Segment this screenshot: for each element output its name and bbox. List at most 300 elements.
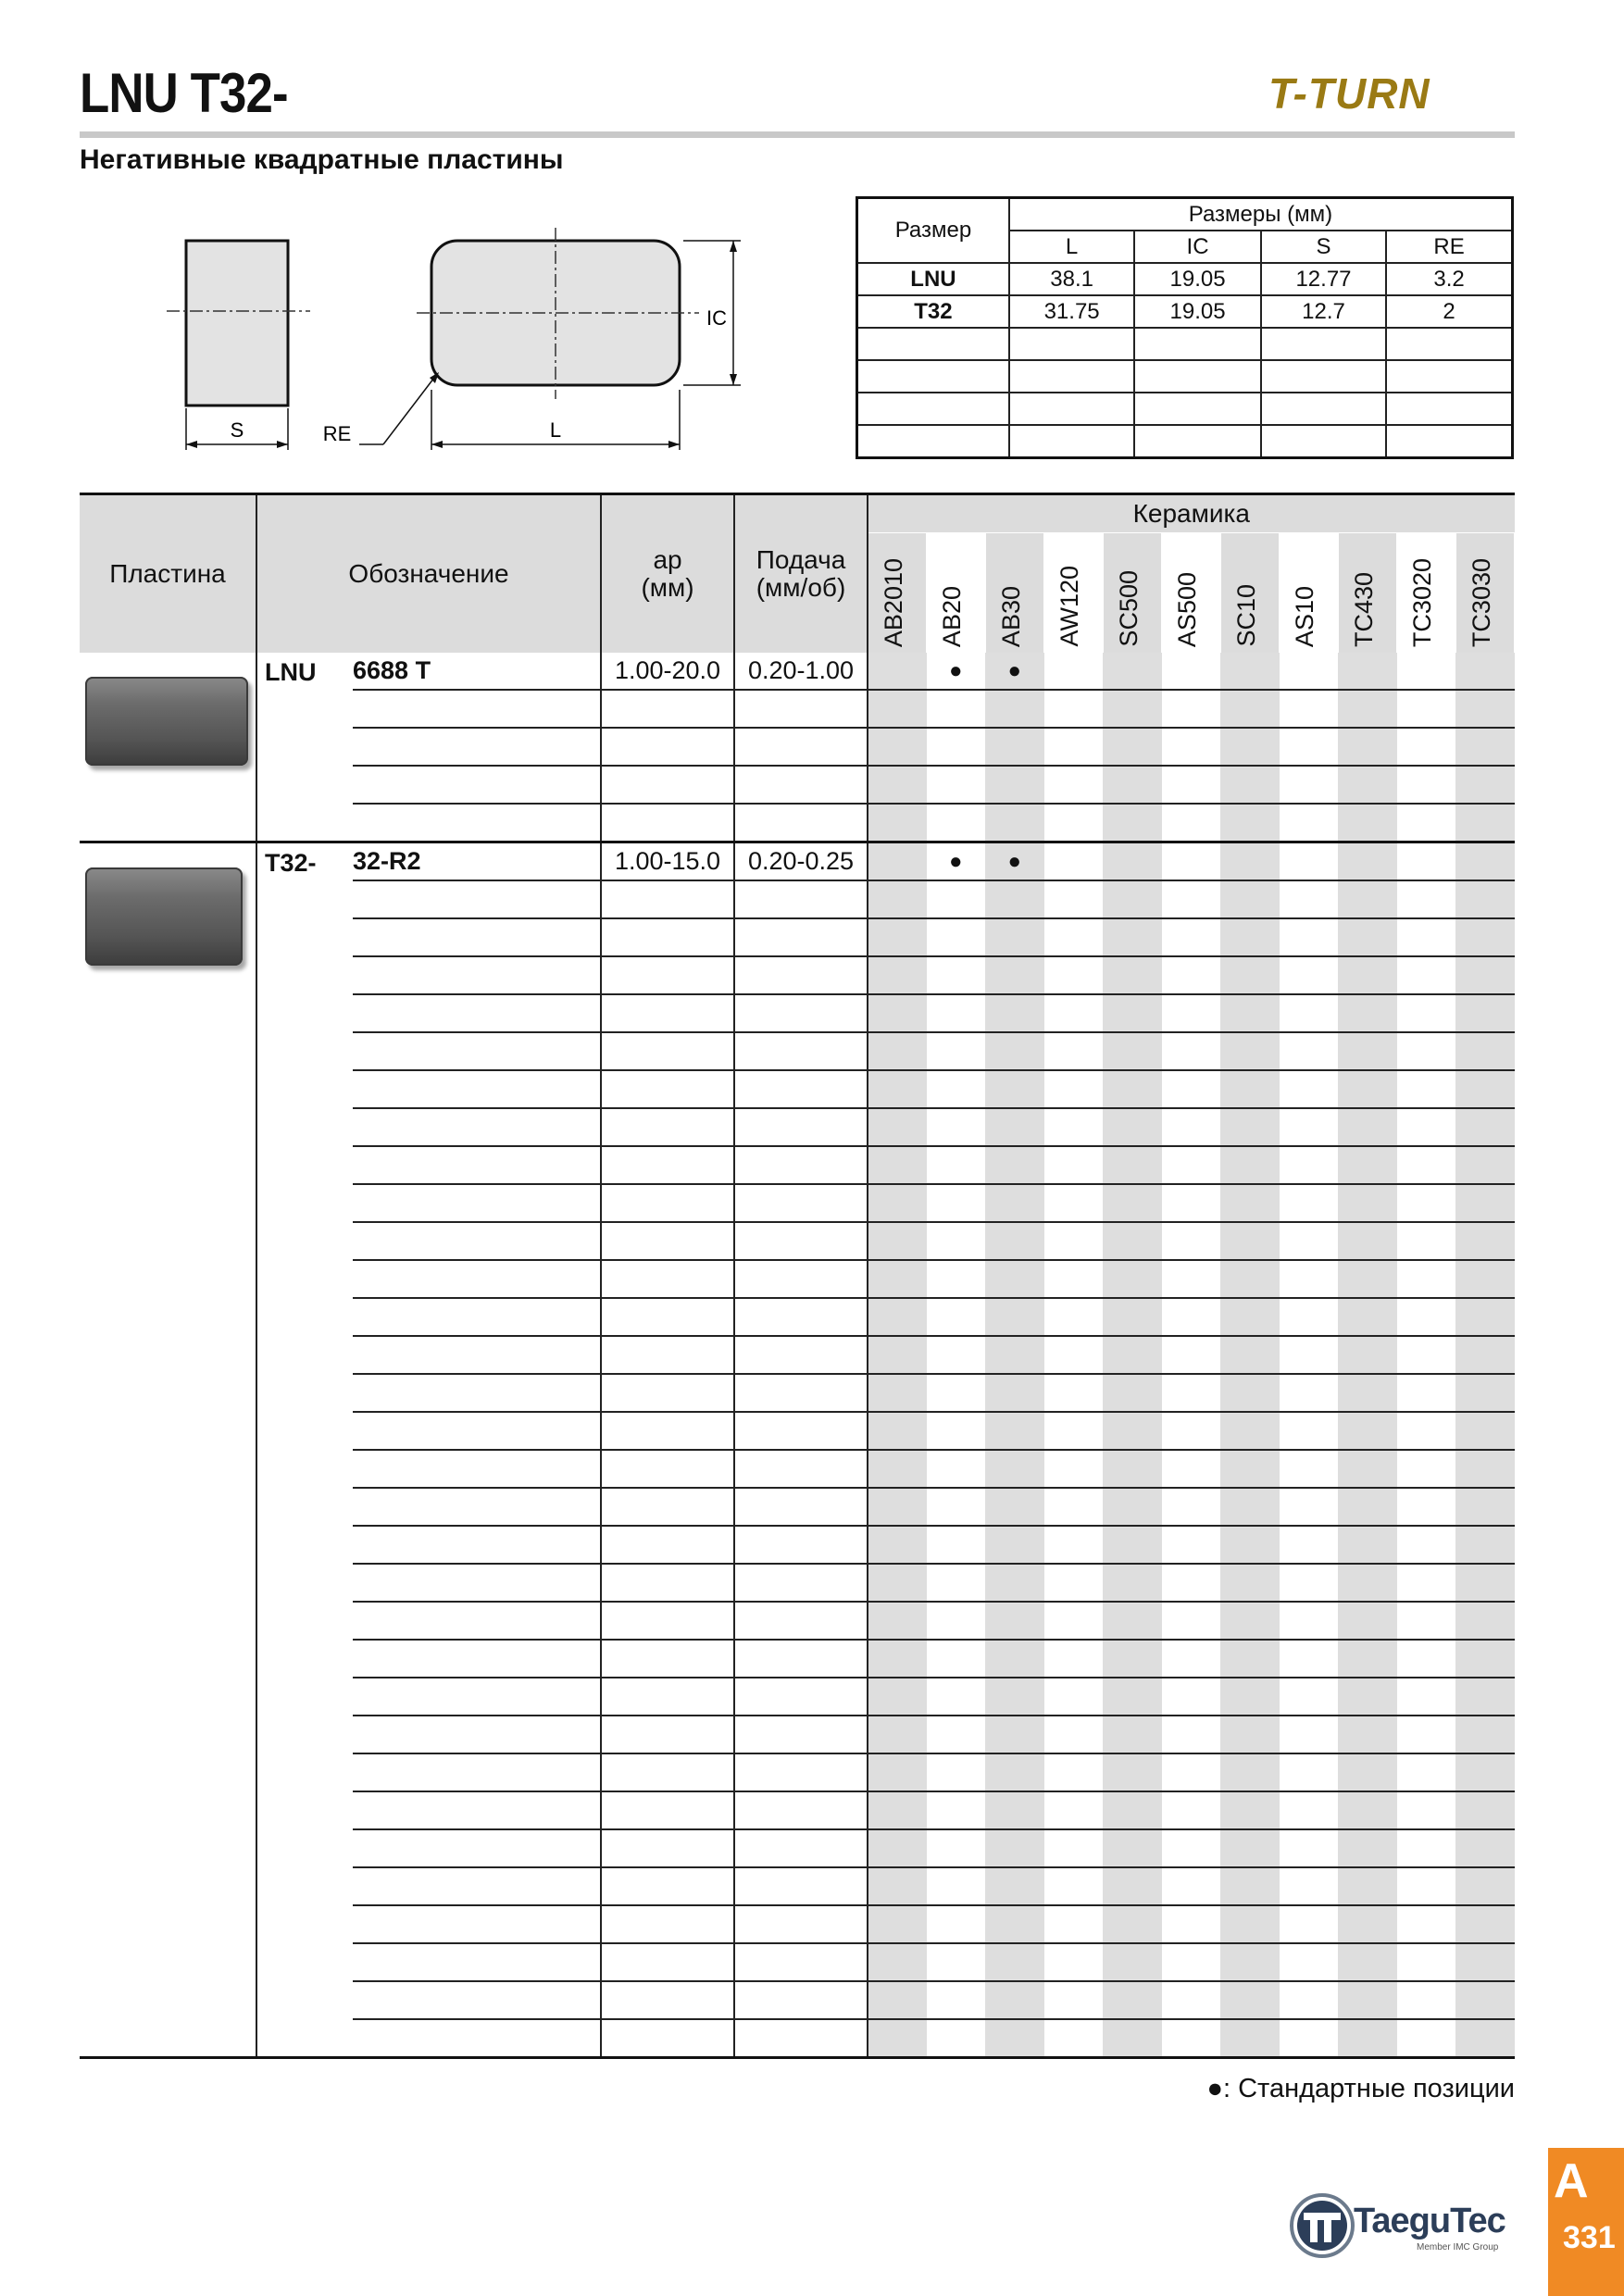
grade-cell xyxy=(1280,1032,1339,1070)
grade-cell xyxy=(1103,1564,1162,1602)
grade-cell xyxy=(1338,653,1397,690)
section-letter: A xyxy=(1554,2154,1589,2208)
grade-cell xyxy=(1044,690,1104,728)
grade-cell xyxy=(1455,690,1515,728)
feed-value xyxy=(734,880,868,918)
grade-cell xyxy=(985,1526,1044,1564)
grade-cell xyxy=(1044,1488,1104,1526)
grade-cell xyxy=(1338,1943,1397,1981)
designation-code xyxy=(353,1412,601,1450)
grade-cell xyxy=(868,766,927,804)
grade-cell xyxy=(927,1564,986,1602)
ap-col-header xyxy=(601,494,734,654)
feed-value xyxy=(734,1146,868,1184)
grade-cell xyxy=(1280,956,1339,994)
designation-code xyxy=(353,1716,601,1753)
standard-item-dot: ● xyxy=(1007,848,1022,874)
grade-cell xyxy=(1220,804,1280,842)
grade-cell xyxy=(1103,1640,1162,1678)
grade-cell xyxy=(868,1222,927,1260)
grade-label: AB30 xyxy=(996,585,1025,647)
grade-cell xyxy=(1455,1753,1515,1791)
grade-cell xyxy=(1044,1640,1104,1678)
grade-cell xyxy=(985,1260,1044,1298)
grade-cell xyxy=(1338,1602,1397,1640)
grade-cell xyxy=(1455,728,1515,766)
grade-cell xyxy=(985,994,1044,1032)
grade-cell xyxy=(1280,1412,1339,1450)
grade-cell xyxy=(1044,1526,1104,1564)
grade-cell xyxy=(1162,1791,1221,1829)
grade-cell xyxy=(1455,653,1515,690)
grade-cell xyxy=(1162,1867,1221,1905)
grade-cell xyxy=(1397,2019,1456,2058)
grade-cell xyxy=(1397,1374,1456,1412)
insert-drawing xyxy=(157,218,750,459)
grade-cell xyxy=(1044,994,1104,1032)
grade-cell xyxy=(1044,842,1104,881)
feed-value xyxy=(734,956,868,994)
grade-cell xyxy=(1455,918,1515,956)
grade-cell xyxy=(1338,1981,1397,2019)
grade-cell xyxy=(868,1336,927,1374)
grade-cell xyxy=(1455,842,1515,881)
grade-cell xyxy=(1455,1108,1515,1146)
grade-cell xyxy=(1162,1412,1221,1450)
grade-cell xyxy=(1280,1640,1339,1678)
size-row-empty xyxy=(857,425,1513,458)
grade-cell xyxy=(985,1184,1044,1222)
grade-cell xyxy=(1280,690,1339,728)
grade-cell xyxy=(985,728,1044,766)
designation-code xyxy=(353,1222,601,1260)
grade-cell xyxy=(1103,1412,1162,1450)
grade-col-header xyxy=(1162,533,1221,653)
grade-cell xyxy=(1280,1070,1339,1108)
grade-cell xyxy=(1103,1032,1162,1070)
grade-cell xyxy=(1162,1450,1221,1488)
size-row-empty xyxy=(857,393,1513,425)
grade-cell xyxy=(1044,1146,1104,1184)
size-code: LNU xyxy=(857,263,1009,295)
size-value: 12.7 xyxy=(1261,295,1386,328)
grade-cell xyxy=(1220,1184,1280,1222)
grade-cell xyxy=(1220,1678,1280,1716)
ap-unit: (мм) xyxy=(641,573,694,602)
grade-cell xyxy=(985,1374,1044,1412)
feed-value xyxy=(734,1753,868,1791)
feed-value xyxy=(734,1032,868,1070)
grade-cell xyxy=(1220,1374,1280,1412)
grade-cell xyxy=(1103,1678,1162,1716)
designation-code xyxy=(353,1791,601,1829)
product-row xyxy=(80,842,1515,881)
ap-value xyxy=(601,1602,734,1640)
ap-value xyxy=(601,1905,734,1943)
feed-value xyxy=(734,994,868,1032)
grade-cell xyxy=(1397,1981,1456,2019)
feed-unit: (мм/об) xyxy=(756,573,846,602)
grade-cell xyxy=(1220,1146,1280,1184)
designation-code xyxy=(353,1260,601,1298)
label-re: RE xyxy=(322,422,352,445)
ap-value xyxy=(601,766,734,804)
feed-value xyxy=(734,804,868,842)
grade-cell xyxy=(1220,690,1280,728)
grade-cell xyxy=(985,1298,1044,1336)
grade-cell xyxy=(1044,1070,1104,1108)
feed-label: Подача xyxy=(756,545,846,574)
grade-cell xyxy=(985,1450,1044,1488)
grade-cell xyxy=(927,690,986,728)
label-ic: IC xyxy=(706,306,727,330)
grade-cell xyxy=(927,880,986,918)
size-row-empty xyxy=(857,360,1513,393)
grade-cell xyxy=(1338,918,1397,956)
grade-cell xyxy=(1103,1526,1162,1564)
grade-cell xyxy=(1455,1298,1515,1336)
grade-cell xyxy=(1103,880,1162,918)
legend: ●: Стандартные позиции xyxy=(1206,2074,1515,2103)
grade-cell xyxy=(868,1298,927,1336)
grade-cell xyxy=(1397,1905,1456,1943)
grade-cell xyxy=(985,1108,1044,1146)
grade-cell xyxy=(1280,1981,1339,2019)
grade-cell xyxy=(1103,653,1162,690)
grade-cell xyxy=(1280,1184,1339,1222)
side-view-rect xyxy=(186,241,288,406)
grade-cell xyxy=(1162,1222,1221,1260)
grade-label: TC3030 xyxy=(1467,557,1495,647)
grade-cell xyxy=(1103,1716,1162,1753)
grade-cell xyxy=(1162,804,1221,842)
grade-cell xyxy=(868,1146,927,1184)
grade-cell xyxy=(1280,728,1339,766)
grade-cell xyxy=(927,918,986,956)
grade-cell xyxy=(1397,1298,1456,1336)
grade-cell xyxy=(1455,1564,1515,1602)
grade-label: TC3020 xyxy=(1408,557,1437,647)
grade-cell xyxy=(1397,918,1456,956)
grade-cell xyxy=(1338,1829,1397,1867)
grade-cell xyxy=(927,1716,986,1753)
feed-value xyxy=(734,1791,868,1829)
grade-cell xyxy=(1044,2019,1104,2058)
grade-cell xyxy=(1044,1374,1104,1412)
grade-cell xyxy=(1397,1943,1456,1981)
ap-value xyxy=(601,1222,734,1260)
company-name: TaeguTec xyxy=(1354,2202,1505,2240)
grade-cell xyxy=(927,1450,986,1488)
ap-value xyxy=(601,1564,734,1602)
grade-cell xyxy=(868,1753,927,1791)
grade-cell xyxy=(985,1829,1044,1867)
title-rule xyxy=(80,131,1515,138)
feed-value xyxy=(734,1678,868,1716)
ap-value xyxy=(601,2019,734,2058)
grade-cell xyxy=(927,1298,986,1336)
size-row-empty xyxy=(857,328,1513,360)
grade-cell xyxy=(1103,1070,1162,1108)
grade-cell xyxy=(1044,1412,1104,1450)
size-row xyxy=(857,295,1513,328)
grade-cell xyxy=(927,1905,986,1943)
grade-cell xyxy=(1455,1374,1515,1412)
designation-code xyxy=(353,1564,601,1602)
designation-code xyxy=(353,994,601,1032)
grade-cell xyxy=(985,1905,1044,1943)
grade-cell xyxy=(985,1146,1044,1184)
designation-code xyxy=(353,1867,601,1905)
grade-cell xyxy=(927,1336,986,1374)
grade-col-header xyxy=(927,533,986,653)
col-re: RE xyxy=(1386,231,1512,263)
grade-col-header xyxy=(1280,533,1339,653)
size-value: 3.2 xyxy=(1386,263,1512,295)
grade-cell xyxy=(985,1488,1044,1526)
grade-cell xyxy=(1455,1905,1515,1943)
grade-cell xyxy=(1044,1450,1104,1488)
grade-cell xyxy=(927,1260,986,1298)
designation-code: 6688 T xyxy=(353,653,601,690)
designation-code xyxy=(353,1146,601,1184)
grade-cell xyxy=(1338,1753,1397,1791)
grade-cell xyxy=(1220,842,1280,881)
grade-cell xyxy=(1455,1184,1515,1222)
grade-cell xyxy=(927,1867,986,1905)
grade-cell xyxy=(1103,728,1162,766)
ap-value xyxy=(601,994,734,1032)
designation-code xyxy=(353,1488,601,1526)
grade-cell xyxy=(1455,1829,1515,1867)
grade-cell xyxy=(1103,804,1162,842)
grade-cell xyxy=(1397,1526,1456,1564)
grade-cell xyxy=(1280,918,1339,956)
grade-cell xyxy=(1397,1716,1456,1753)
grade-cell xyxy=(1220,653,1280,690)
grade-cell xyxy=(1220,1222,1280,1260)
grade-cell xyxy=(1280,1867,1339,1905)
grade-cell xyxy=(1220,1640,1280,1678)
grade-cell xyxy=(868,653,927,690)
grade-label: SC500 xyxy=(1114,570,1143,647)
ap-value xyxy=(601,1108,734,1146)
ap-value xyxy=(601,1867,734,1905)
grade-cell xyxy=(868,1374,927,1412)
grade-cell xyxy=(1044,1753,1104,1791)
grade-cell xyxy=(1220,1488,1280,1526)
grade-cell xyxy=(927,804,986,842)
grade-cell xyxy=(985,956,1044,994)
designation-code xyxy=(353,690,601,728)
grade-cell xyxy=(1162,690,1221,728)
grade-cell xyxy=(1280,1829,1339,1867)
grade-cell xyxy=(1162,1678,1221,1716)
designation-code xyxy=(353,728,601,766)
grade-cell xyxy=(868,1412,927,1450)
grade-cell xyxy=(1103,956,1162,994)
grade-cell xyxy=(1044,880,1104,918)
feed-value xyxy=(734,1981,868,2019)
grade-cell xyxy=(1280,1374,1339,1412)
brand-text: T-TURN xyxy=(1268,69,1430,118)
grade-cell xyxy=(868,1488,927,1526)
grade-cell xyxy=(1044,1032,1104,1070)
grade-cell xyxy=(1220,1108,1280,1146)
grade-cell xyxy=(1338,1070,1397,1108)
grade-cell xyxy=(927,994,986,1032)
designation-code xyxy=(353,1943,601,1981)
grade-cell xyxy=(1103,766,1162,804)
grade-cell xyxy=(1220,1602,1280,1640)
grade-cell xyxy=(1397,1867,1456,1905)
feed-value xyxy=(734,1716,868,1753)
feed-value xyxy=(734,1488,868,1526)
feed-value xyxy=(734,1602,868,1640)
grade-cell xyxy=(1220,1716,1280,1753)
grade-cell xyxy=(927,1981,986,2019)
ap-value xyxy=(601,1070,734,1108)
grade-cell xyxy=(1044,1905,1104,1943)
grade-cell xyxy=(1162,1146,1221,1184)
grade-cell xyxy=(1162,1526,1221,1564)
ap-value xyxy=(601,1184,734,1222)
plate-image-cell xyxy=(80,653,256,842)
ap-value xyxy=(601,1374,734,1412)
grade-cell xyxy=(868,1716,927,1753)
grade-cell xyxy=(1397,1146,1456,1184)
dims-col-header: Размеры (мм) xyxy=(1009,198,1513,231)
size-value: 19.05 xyxy=(1134,263,1260,295)
designation-code xyxy=(353,1032,601,1070)
grade-cell xyxy=(1455,1260,1515,1298)
grade-cell xyxy=(1280,766,1339,804)
grade-cell xyxy=(1044,1184,1104,1222)
grade-cell xyxy=(868,1943,927,1981)
grade-cell xyxy=(1220,1298,1280,1336)
designation-code xyxy=(353,1640,601,1678)
feed-value: 0.20-1.00 xyxy=(734,653,868,690)
feed-value xyxy=(734,728,868,766)
grade-cell xyxy=(985,842,1044,881)
grade-cell xyxy=(1280,1753,1339,1791)
grade-cell xyxy=(1338,880,1397,918)
grade-cell xyxy=(1338,690,1397,728)
grade-cell xyxy=(1397,1336,1456,1374)
grade-cell xyxy=(868,1981,927,2019)
grade-cell xyxy=(1397,1412,1456,1450)
feed-value xyxy=(734,1184,868,1222)
grade-cell xyxy=(1162,1716,1221,1753)
grade-cell xyxy=(1397,728,1456,766)
grade-cell xyxy=(1338,1298,1397,1336)
grade-cell xyxy=(985,1640,1044,1678)
grade-cell xyxy=(985,1222,1044,1260)
grade-cell xyxy=(868,956,927,994)
grade-cell xyxy=(1044,1791,1104,1829)
grade-col-header xyxy=(1338,533,1397,653)
grade-cell xyxy=(927,1678,986,1716)
dimensions-table xyxy=(856,196,1514,459)
grade-cell xyxy=(1280,1488,1339,1526)
grade-cell xyxy=(927,842,986,881)
grade-cell xyxy=(1455,2019,1515,2058)
grade-cell xyxy=(1162,918,1221,956)
grade-cell xyxy=(1397,1450,1456,1488)
grade-cell xyxy=(868,1867,927,1905)
grade-cell xyxy=(927,1184,986,1222)
grade-cell xyxy=(1397,842,1456,881)
grade-cell xyxy=(1162,1184,1221,1222)
ap-value xyxy=(601,690,734,728)
size-value: 38.1 xyxy=(1009,263,1134,295)
grade-cell xyxy=(1044,1981,1104,2019)
grade-cell xyxy=(1044,1716,1104,1753)
grade-cell xyxy=(1103,1146,1162,1184)
grade-cell xyxy=(927,1943,986,1981)
grade-cell xyxy=(1103,1450,1162,1488)
grade-cell xyxy=(868,1070,927,1108)
grade-cell xyxy=(1220,1867,1280,1905)
grade-cell xyxy=(1338,1412,1397,1450)
grade-cell xyxy=(927,1032,986,1070)
grade-col-header xyxy=(1044,533,1104,653)
grade-cell xyxy=(927,1640,986,1678)
grade-cell xyxy=(1397,994,1456,1032)
grade-cell xyxy=(927,2019,986,2058)
grade-cell xyxy=(1338,1640,1397,1678)
feed-value xyxy=(734,918,868,956)
grade-cell xyxy=(1455,956,1515,994)
grade-cell xyxy=(1338,1905,1397,1943)
grade-cell xyxy=(1220,1032,1280,1070)
grade-cell xyxy=(868,1108,927,1146)
grade-cell xyxy=(1397,766,1456,804)
grade-cell xyxy=(1455,1791,1515,1829)
ap-value xyxy=(601,1981,734,2019)
grade-cell xyxy=(1455,1222,1515,1260)
designation-code xyxy=(353,1905,601,1943)
grade-cell xyxy=(1338,1184,1397,1222)
grade-cell xyxy=(1455,1070,1515,1108)
grade-cell xyxy=(1103,1374,1162,1412)
grade-cell xyxy=(1044,918,1104,956)
grade-cell xyxy=(1338,994,1397,1032)
grade-cell xyxy=(1162,1298,1221,1336)
grade-cell xyxy=(868,1450,927,1488)
grade-cell xyxy=(1220,918,1280,956)
grade-cell xyxy=(985,880,1044,918)
grade-cell xyxy=(1397,1678,1456,1716)
grade-cell xyxy=(1103,1867,1162,1905)
grade-cell xyxy=(1220,1412,1280,1450)
page-title: LNU T32- xyxy=(80,62,288,124)
grade-cell xyxy=(985,1070,1044,1108)
feed-value xyxy=(734,1260,868,1298)
grade-cell xyxy=(1220,1829,1280,1867)
designation-code xyxy=(353,2019,601,2058)
grade-cell xyxy=(927,1374,986,1412)
grade-cell xyxy=(1044,1260,1104,1298)
ap-value xyxy=(601,1032,734,1070)
feed-value xyxy=(734,1905,868,1943)
grade-cell xyxy=(1280,1336,1339,1374)
grade-cell xyxy=(868,1260,927,1298)
grade-cell xyxy=(1338,1488,1397,1526)
grade-cell xyxy=(927,1146,986,1184)
lnu-insert-photo xyxy=(85,677,248,766)
grade-cell xyxy=(1044,1298,1104,1336)
